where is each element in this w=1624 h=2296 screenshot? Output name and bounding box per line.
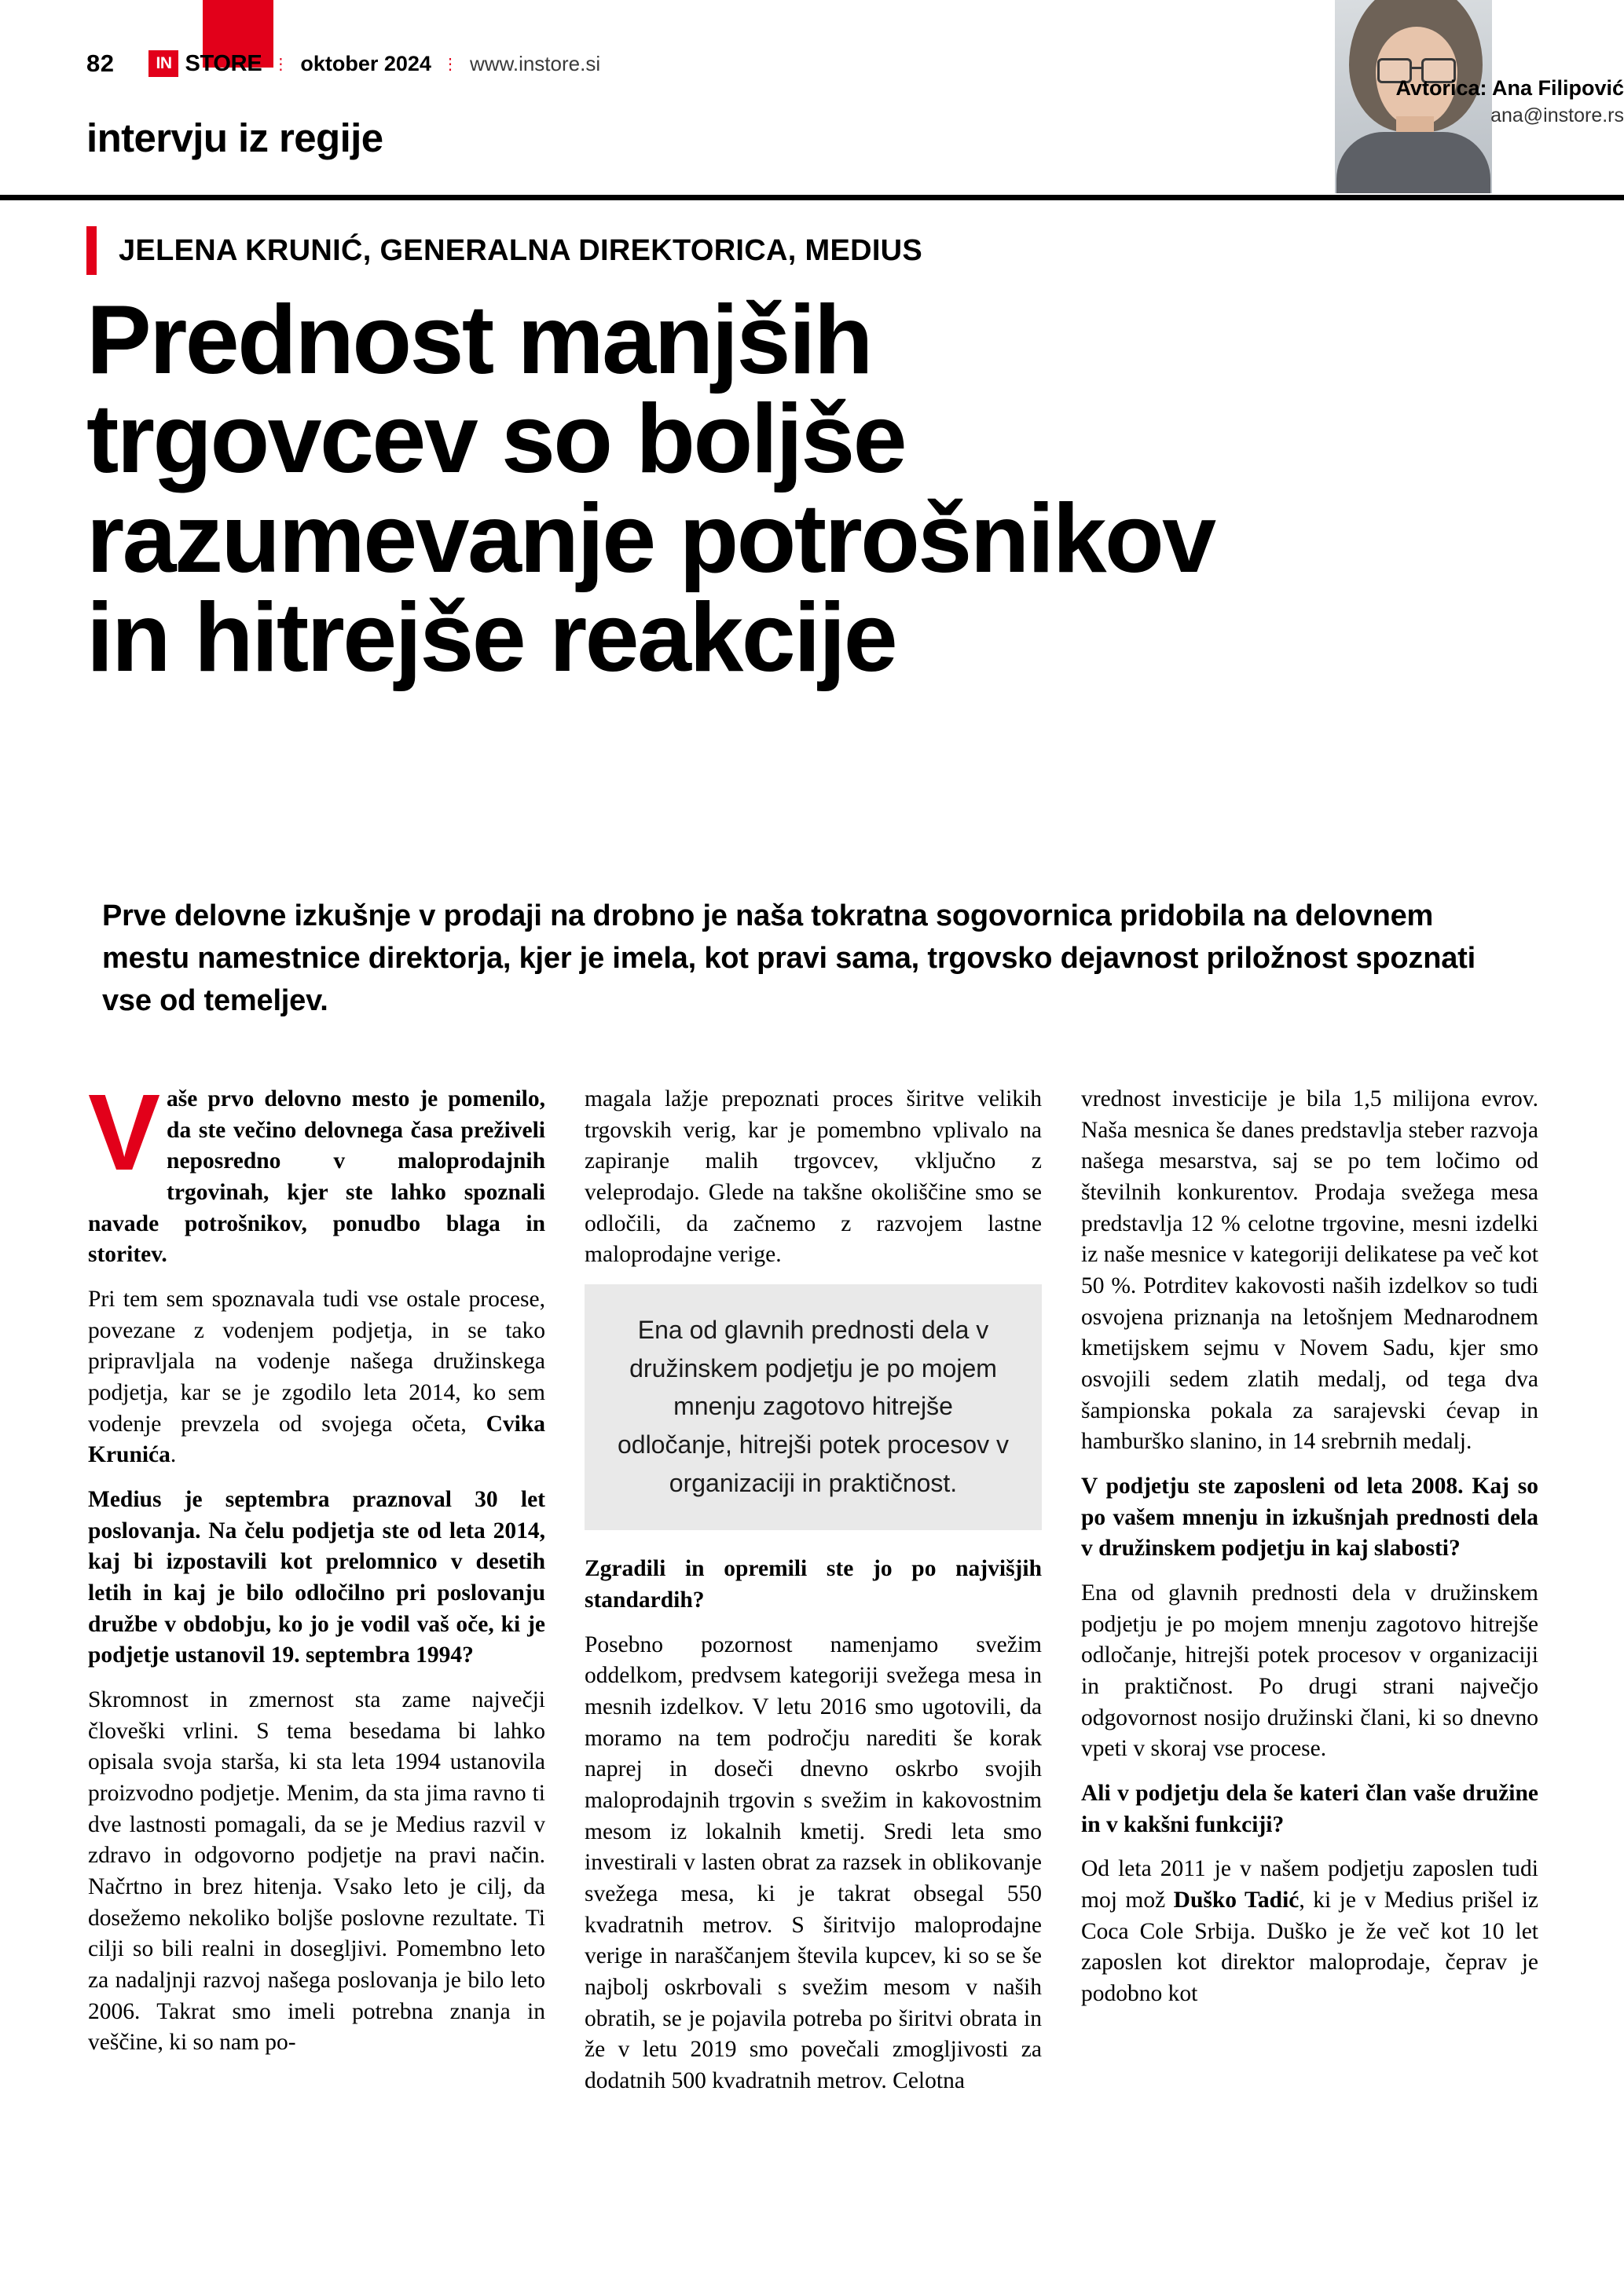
drop-cap: V [88, 1072, 158, 1193]
headline-line-2: trgovcev so boljše [86, 385, 906, 494]
issue-date: oktober 2024 [300, 51, 431, 75]
article-kicker [86, 226, 1540, 275]
question: Ali v podjetju dela še kateri član vaše družine in v kakšni funkciji? [1081, 1781, 1538, 1837]
lead-text: aše prvo delovno mesto je pomenilo, da ste večino delovnega časa preživeli neposredno v maloprodajnih trgovinah, kjer ste lahko spoznali navade potrošnikov, ponudbo blaga in storitev. [88, 1086, 545, 1268]
headline-line-4: in hitrejše reakcije [86, 584, 896, 693]
paragraph: magala lažje prepoznati proces širitve velikih trgovskih verig, kar je pomembno vplivalo na zapiranje malih trgovcev, vključno z veleprodajo. Glede na takšne okoliščine smo se odločili, da začnemo z razvojem lastne maloprodajne verige. [585, 1086, 1042, 1268]
header-divider [0, 195, 1624, 200]
question: Medius je septembra praznoval 30 let poslovanja. Na čelu podjetja ste od leta 2014, kaj bi izpostavili kot prelomnico v desetih letih in kaj je bilo odločilno pri poslovanju družbe v obdobju, ko jo je vodil vaš oče, ki je podjetje ustanovil 19. septembra 1994? [88, 1487, 545, 1668]
logo-store-word: STORE [185, 50, 262, 76]
paragraph [88, 1284, 545, 1471]
byline-email: ana@instore.rs [1490, 104, 1624, 126]
pull-quote: Ena od glavnih prednosti dela v družinskem podjetju je po mojem mnenju zagotovo hitrejše odločanje, hitrejši potek procesov v organizaciji in praktičnost. [585, 1284, 1042, 1530]
kicker-accent-bar [86, 226, 97, 275]
question: Zgradili in opremili ste jo po najvišjih standardih? [585, 1556, 1042, 1613]
page-header [0, 0, 1624, 198]
paragraph-text: Od leta 2011 je v našem podjetju zaposlen tudi moj mož [1081, 1856, 1538, 1913]
paragraph: vrednost investicije je bila 1,5 milijona evrov. Naša mesnica še danes predstavlja steber razvoja našega mesarstva, saj se po tem ločimo od številnih konkurentov. Prodaja svežega mesa predstavlja 12 % celotne trgovine, mesni izdelki iz naše mesnice v kategoriji delikatese pa več kot 50 %. Potrditev kakovosti naših izdelkov so tudi osvojena priznanja na letošnjem Mednarodnem kmetijskem sejmu v Novem Sadu, kjer smo osvojili sedem zlatih medalj, od tega dva šampionska pokala za sarajevski ćevap in hamburško slanino, in 14 srebrnih medalj. [1081, 1086, 1538, 1455]
separator-dots-2: ⋮ [442, 55, 459, 73]
byline [1184, 75, 1624, 130]
byline-author: Avtorica: Ana Filipović [1395, 76, 1624, 100]
question: V podjetju ste zaposleni od leta 2008. Kaj so po vašem mnenju in izkušnjah prednosti dela v družinskem podjetju in kaj slabosti? [1081, 1474, 1538, 1562]
website-url: www.instore.si [469, 51, 601, 75]
headline-line-3: razumevanje potrošnikov [86, 484, 1215, 593]
page-number: 82 [86, 49, 115, 77]
person-name: Cvika Krunića [88, 1411, 545, 1468]
instore-logo [148, 48, 262, 79]
person-name: Duško Tadić [1173, 1888, 1300, 1913]
paragraph: Ena od glavnih prednosti dela v družinskem podjetju je po mojem mnenju zagotovo hitrejše odločanje, hitrejši potek procesov v organizaciji in praktičnost. Po drugi strani največjo odgovornost nosijo družinski člani, ki so dnevno vpeti v skoraj vse procese. [1081, 1580, 1538, 1762]
article-body [88, 1072, 1540, 2262]
column-2 [585, 1084, 1042, 2262]
kicker-text: JELENA KRUNIĆ, GENERALNA DIREKTORICA, MEDIUS [119, 233, 923, 267]
section-title: intervju iz regije [86, 115, 383, 160]
paragraph: Posebno pozornost namenjamo svežim oddelkom, predvsem kategoriji svežega mesa in mesnih izdelkov. V letu 2016 smo ugotovili, da moramo na tem področju narediti še korak naprej in doseči dnevno oskrbo svojih maloprodajnih trgovin s svežim in kakovostnim mesom iz lokalnih kmetij. Sredi leta smo investirali v lasten obrat za razsek in oblikovanje svežega mesa, ki je takrat obsegal 550 kvadratnih metrov. S širitvijo maloprodajne verige in naraščanjem števila kupcev, ki so se še najbolj oskrbovali s svežim mesom v naših obratih, se je pojavila potreba po širitvi obrata in že v letu 2019 smo povečali zmogljivosti za dodatnih 500 kvadratnih metrov. Celotna [585, 1631, 1042, 2093]
headline-line-1: Prednost manjših [86, 286, 871, 394]
page-title [86, 286, 1564, 693]
lead-paragraph [88, 1072, 545, 1271]
separator-dots: ⋮ [273, 55, 290, 73]
column-1 [88, 1072, 545, 2262]
paragraph-text: Pri tem sem spoznavala tudi vse ostale procese, povezane z vodenjem podjetja, in se tako pripravljala na vodenje našega družinskega podjetja, kar se je zgodilo leta 2014, ko sem vodenje prevzela od svojega očeta, [88, 1287, 545, 1437]
paragraph: Skromnost in zmernost sta zame največji človeški vrlini. S tema besedama bi lahko opisala svoja starša, ki sta leta 1994 ustanovila proizvodno podjetje. Menim, da sta jima ravno ti dve lastnosti pomagali, da se je Medius razvil v zdravo in odgovorno podjetje na pravi način. Načrtno in brez hitenja. Vsako leto je cilj, da dosežemo nekoliko boljše poslovne rezultate. Ti cilji so bili realni in dosegljivi. Pomembno leto za nadaljnji razvoj našega poslovanja je bilo leto 2006. Takrat smo imeli potrebna znanja in veščine, ki so nam po- [88, 1687, 545, 2056]
column-3 [1081, 1084, 1538, 2262]
logo-in-mark: IN [148, 50, 178, 77]
paragraph [1081, 1854, 1538, 2009]
article-standfirst: Prve delovne izkušnje v prodaji na drobno je naša tokratna sogovornica pridobila na delovnem mestu namestnice direktorja, kjer je imela, kot pravi sama, trgovsko dejavnost priložnost spoznati vse od temeljev. [102, 899, 1476, 1017]
paragraph-text-tail: . [170, 1442, 177, 1468]
paragraph-text-tail: , ki je v Medius prišel iz Coca Cole Srbija. Duško je že več kot 10 let zaposlen kot direktor maloprodaje, čeprav je podobno kot [1081, 1888, 1538, 2007]
